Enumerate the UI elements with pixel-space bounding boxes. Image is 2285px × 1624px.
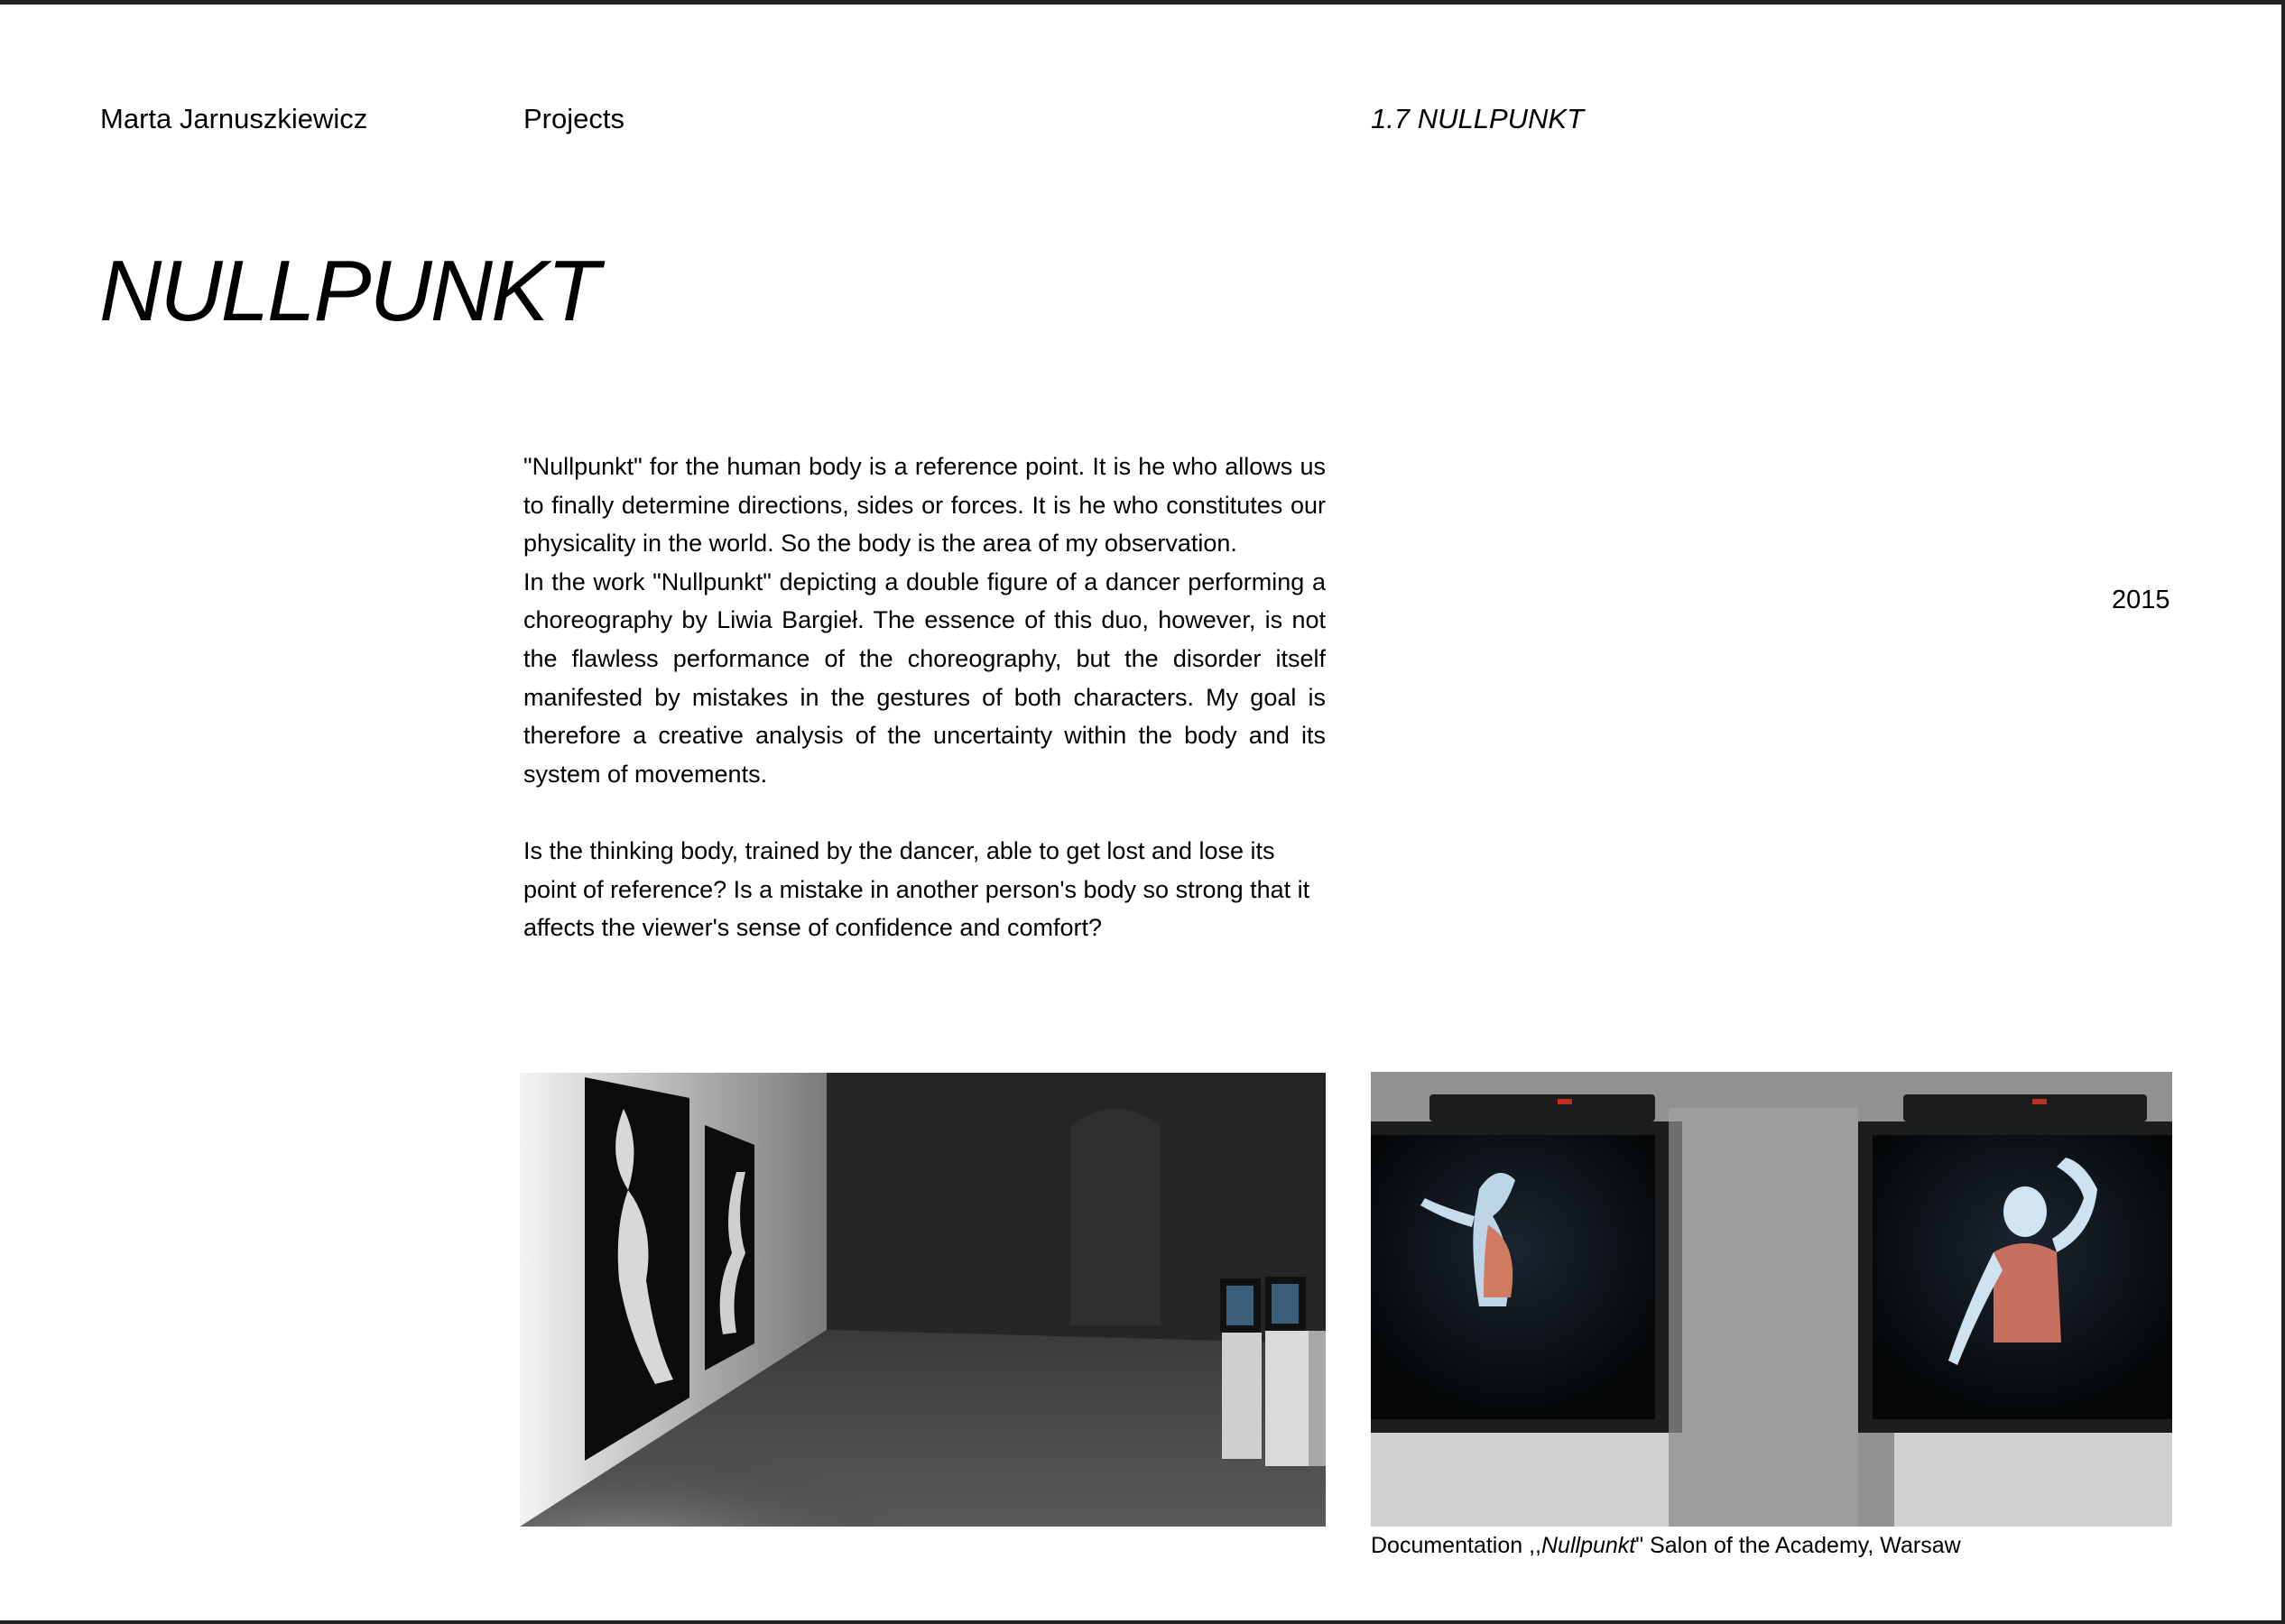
description-paragraph: In the work "Nullpunkt" depicting a double figure of a dancer performing a choreography by Liwia Bargieł. The essence of this duo, however, is not the flawless performance of the choreography, but the disorder itself manifested by mistakes in the gestures of both characters. My goal is therefore a creative analysis of the uncertainty within the body and its system of movements. (523, 567, 1326, 788)
window-bottom-border (0, 1620, 2285, 1624)
projects-nav-link[interactable]: Projects (523, 103, 624, 134)
project-title: NULLPUNKT (99, 243, 598, 339)
project-year: 2015 (2112, 586, 2170, 614)
site-name-link[interactable]: Marta Jarnuszkiewicz (100, 103, 368, 134)
window-right-border (2281, 0, 2285, 1624)
caption-italic: Nullpunkt (1541, 1533, 1636, 1558)
project-description (523, 448, 1326, 793)
tv-monitors-photo[interactable] (1371, 1072, 2172, 1527)
caption-prefix: Documentation ,, (1371, 1533, 1541, 1558)
photo-caption (1371, 1531, 1961, 1560)
project-questions (523, 832, 1326, 947)
description-paragraph: Is the thinking body, trained by the dancer, able to get lost and lose its point of reference? Is a mistake in another person's body so strong that it affects the viewer's sense of confidence and comfort? (523, 837, 1310, 942)
window-top-border (0, 0, 2285, 5)
caption-suffix: " Salon of the Academy, Warsaw (1635, 1533, 1961, 1558)
description-paragraph: "Nullpunkt" for the human body is a reference point. It is he who allows us to finally determine directions, sides or forces. It is he who constitutes our physicality in the world. So the body is the area of my observation. (523, 453, 1326, 558)
current-project-label: 1.7 NULLPUNKT (1371, 103, 1585, 134)
gallery-installation-photo[interactable] (520, 1073, 1326, 1527)
